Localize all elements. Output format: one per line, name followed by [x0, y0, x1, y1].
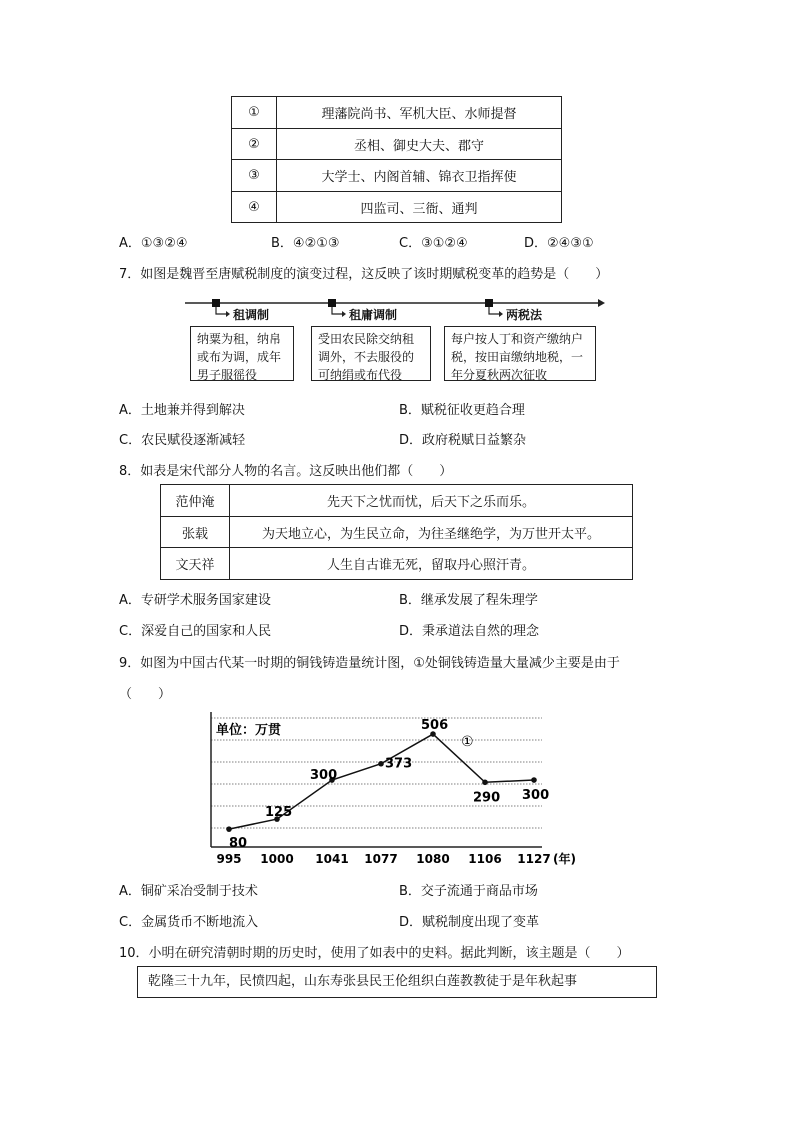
data-label: 290	[473, 790, 501, 806]
q6-row-text: 丞相、御史大夫、郡守	[277, 129, 562, 160]
data-point	[378, 761, 384, 767]
q8-person-quote: 为天地立心，为生民立命，为往圣继绝学，为万世开太平。	[230, 517, 633, 548]
data-point	[531, 777, 537, 783]
q6-row-num: ④	[232, 192, 277, 223]
q6-option-d[interactable]: D．②④③①	[524, 236, 594, 251]
q9-option-d[interactable]: D．赋税制度出现了变革	[399, 915, 540, 930]
x-axis-suffix: (年)	[553, 852, 576, 866]
data-point	[226, 826, 232, 832]
q6-option-c[interactable]: C．③①②④	[399, 236, 468, 251]
x-tick-label: 1041	[315, 852, 349, 866]
data-label: 300	[310, 768, 338, 784]
chart-annotation: ①	[461, 734, 474, 751]
q8-quote-table	[160, 484, 633, 580]
q7-option-d[interactable]: D．政府税赋日益繁杂	[399, 433, 527, 448]
q8-person-name: 张载	[161, 517, 230, 548]
q6-row-text: 四监司、三衙、通判	[277, 192, 562, 223]
q6-row-text: 大学士、内阁首辅、锦衣卫指挥使	[277, 160, 562, 192]
q10-stem: 10．小明在研究清朝时期的历史时，使用了如表中的史料。据此判断，该主题是（ ）	[119, 946, 630, 961]
q7-stage-desc: 纳粟为租，纳帛或布为调，成年男子服徭役	[190, 326, 294, 381]
q8-person-quote: 先天下之忧而忧，后天下之乐而乐。	[230, 485, 633, 517]
q8-person-name: 文天祥	[161, 548, 230, 580]
q8-option-b[interactable]: B．继承发展了程朱理学	[399, 593, 538, 608]
q8-option-d[interactable]: D．秉承道法自然的理念	[399, 624, 540, 639]
q10-quote-box: 乾隆三十九年，民愤四起，山东寿张县民王伦组织白莲教教徒于是年秋起事	[137, 966, 657, 998]
x-tick-label: 1000	[260, 852, 294, 866]
q7-stage-desc: 受田农民除交纳租调外，不去服役的可纳绢或布代役	[311, 326, 431, 381]
q6-option-b[interactable]: B．④②①③	[271, 236, 340, 251]
x-tick-label: 995	[216, 852, 242, 866]
q9-option-c[interactable]: C．金属货币不断地流入	[119, 915, 259, 930]
chart-unit-label: 单位：万贯	[216, 723, 282, 738]
q6-row-text: 理藩院尚书、军机大臣、水师提督	[277, 97, 562, 129]
x-tick-label: 1080	[416, 852, 450, 866]
data-label: 125	[265, 805, 293, 821]
q7-option-a[interactable]: A．土地兼并得到解决	[119, 403, 245, 418]
q7-stage-desc: 每户按人丁和资产缴纳户税，按田亩缴纳地税，一年分夏秋两次征收	[444, 326, 596, 381]
data-point	[482, 779, 488, 785]
x-tick-label: 1127	[517, 852, 551, 866]
q8-stem: 8．如表是宋代部分人物的名言。这反映出他们都（ ）	[119, 464, 453, 479]
q9-option-a[interactable]: A．铜矿采冶受制于技术	[119, 884, 258, 899]
q9-stem-line1: 9．如图为中国古代某一时期的铜钱铸造量统计图，①处铜钱铸造量大量减少主要是由于	[119, 656, 620, 671]
q7-stage-label: 租调制	[233, 308, 270, 322]
data-label: 373	[385, 756, 413, 772]
data-label: 80	[229, 836, 248, 852]
q8-option-c[interactable]: C．深爱自己的国家和人民	[119, 624, 272, 639]
q9-coin-chart	[200, 708, 580, 870]
q7-option-c[interactable]: C．农民赋役逐渐减轻	[119, 433, 246, 448]
q7-stem: 7．如图是魏晋至唐赋税制度的演变过程，这反映了该时期赋税变革的趋势是（ ）	[119, 267, 609, 282]
q7-option-b[interactable]: B．赋税征收更趋合理	[399, 403, 525, 418]
q8-option-a[interactable]: A．专研学术服务国家建设	[119, 593, 271, 608]
q6-row-num: ①	[232, 97, 277, 129]
data-label: 300	[522, 788, 550, 804]
q6-row-num: ②	[232, 129, 277, 160]
q8-person-name: 范仲淹	[161, 485, 230, 517]
q7-stage-label: 两税法	[506, 308, 543, 322]
x-tick-label: 1077	[364, 852, 398, 866]
q6-option-a[interactable]: A．①③②④	[119, 236, 188, 251]
q6-table	[231, 96, 562, 223]
q9-stem-line2: （ ）	[119, 687, 172, 702]
q6-row-num: ③	[232, 160, 277, 192]
q9-option-b[interactable]: B．交子流通于商品市场	[399, 884, 538, 899]
q8-person-quote: 人生自古谁无死，留取丹心照汗青。	[230, 548, 633, 580]
data-label: 506	[421, 718, 449, 734]
q7-stage-label: 租庸调制	[349, 308, 398, 322]
x-tick-label: 1106	[468, 852, 502, 866]
